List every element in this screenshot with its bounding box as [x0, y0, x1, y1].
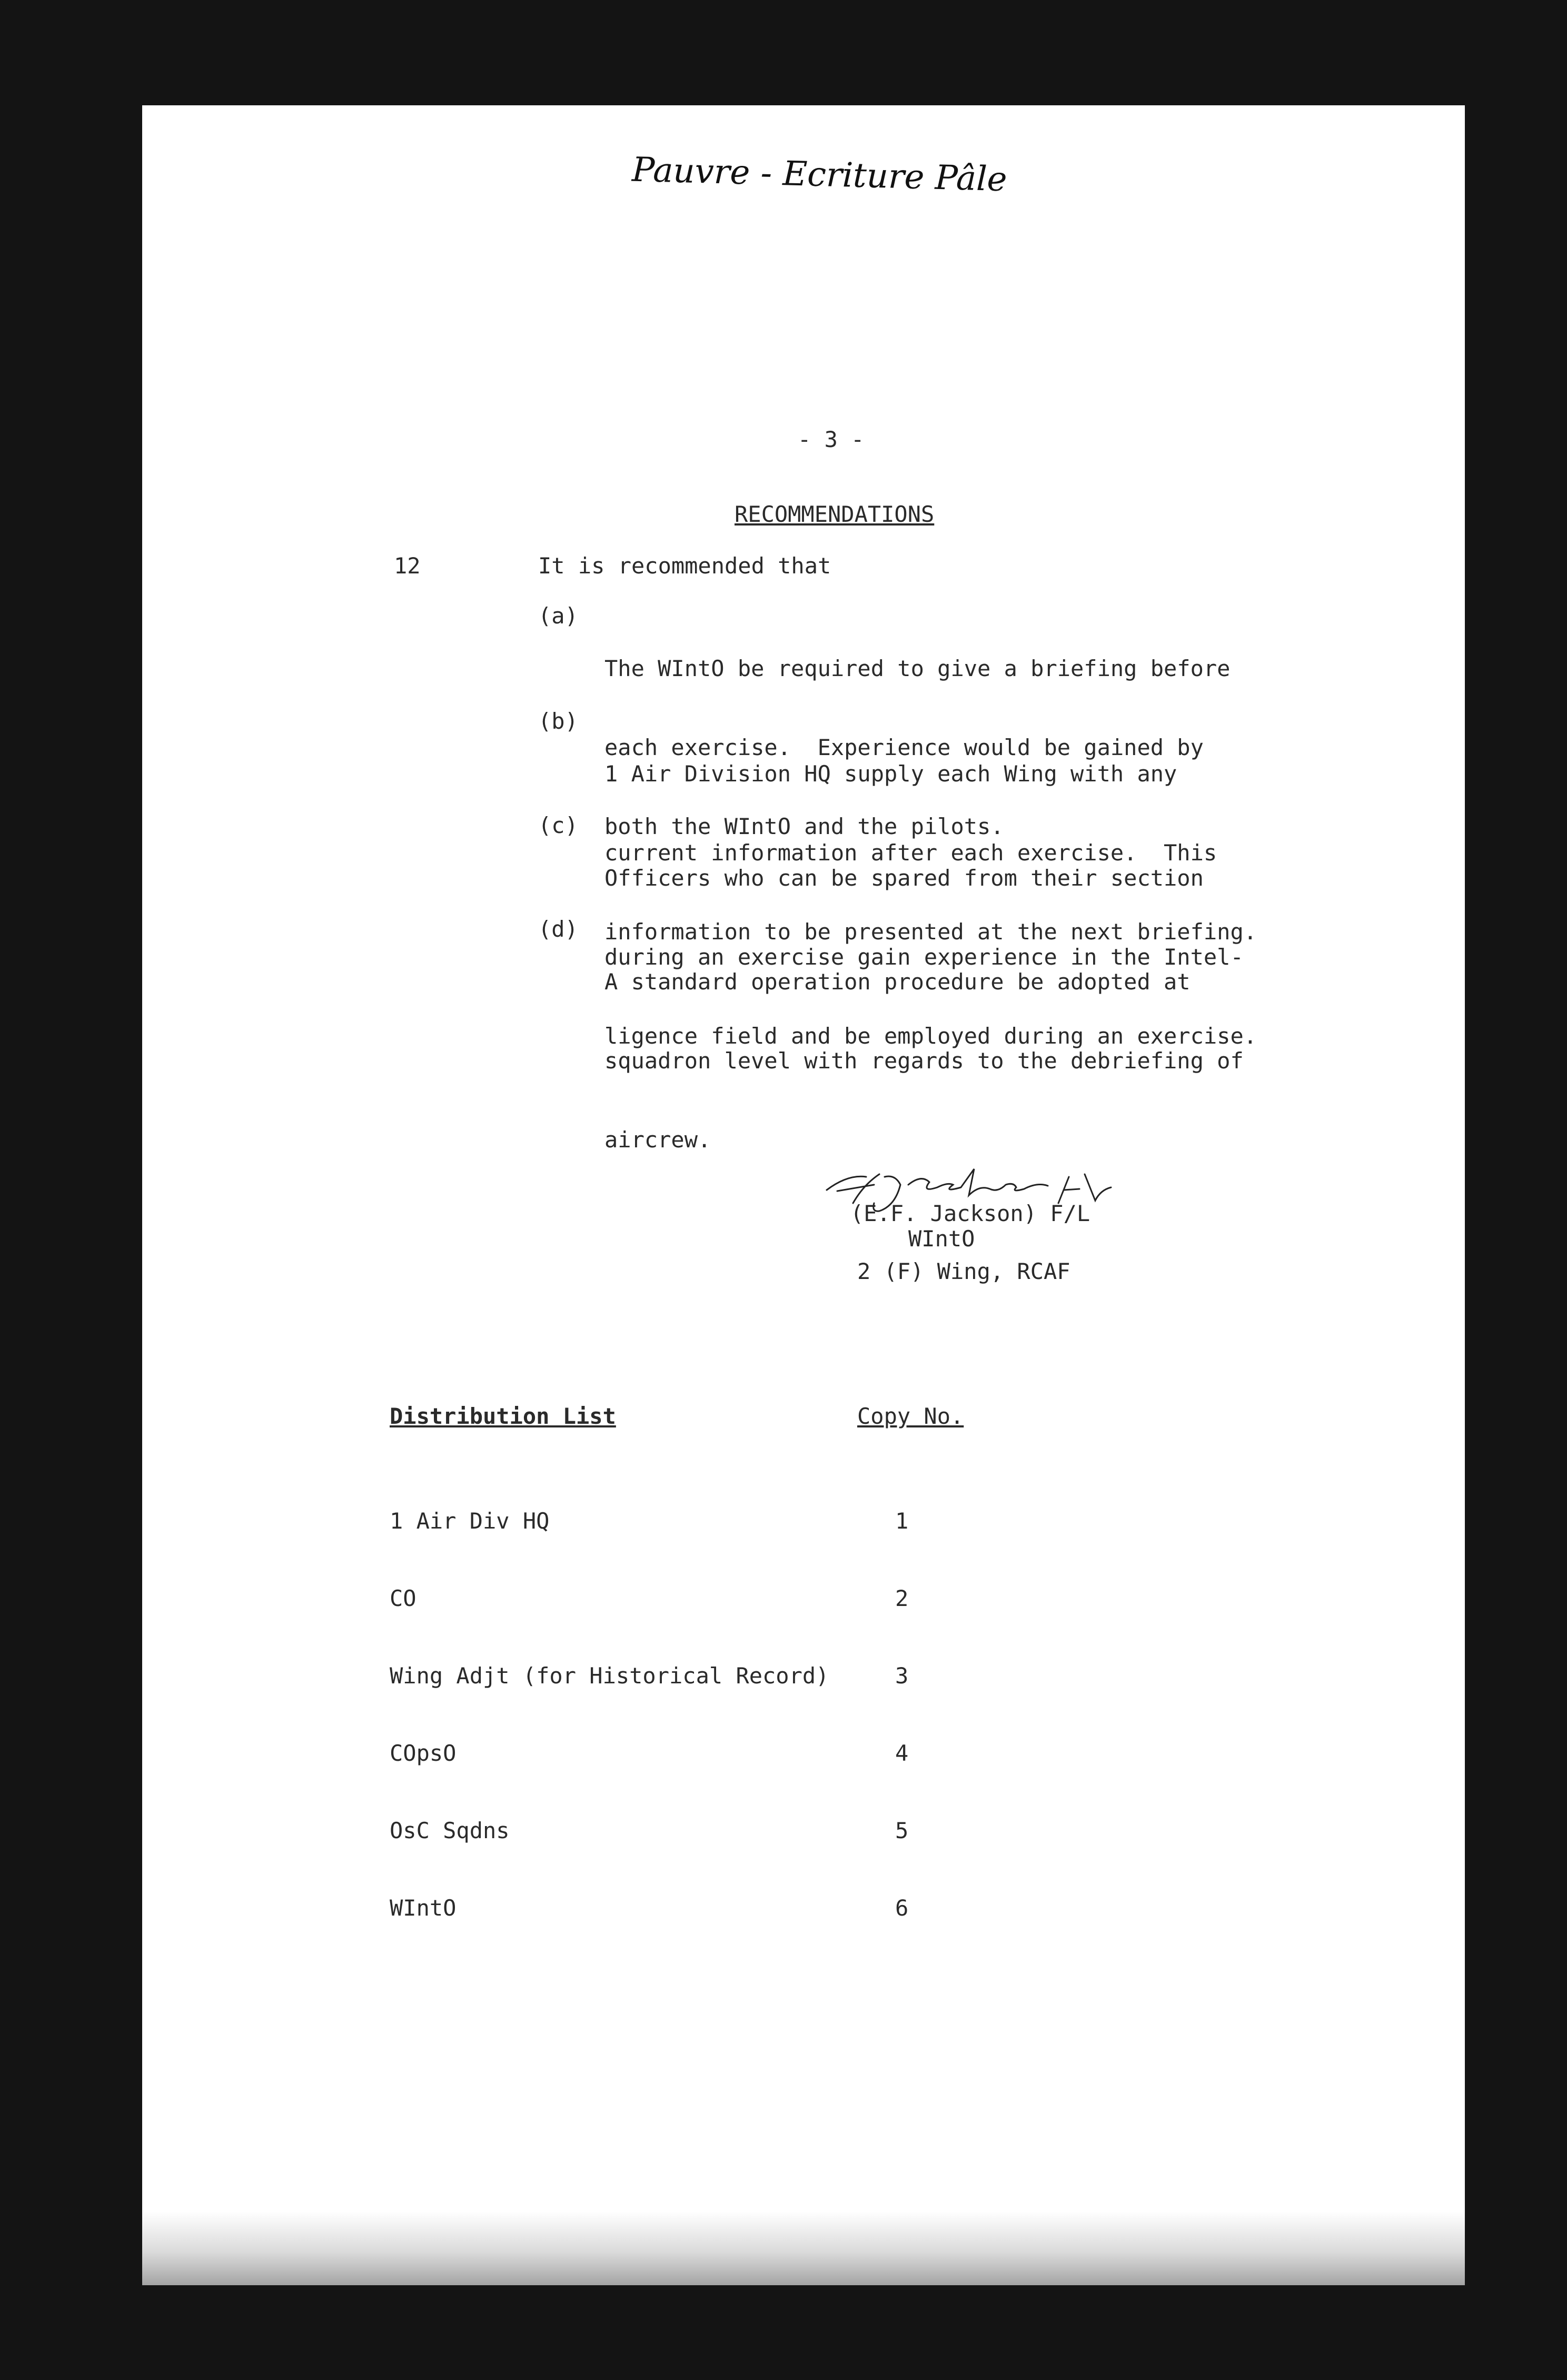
distribution-recipient: WIntO: [390, 1895, 457, 1921]
recommendation-line: A standard operation procedure be adopted at: [604, 969, 1191, 995]
document-page: [142, 105, 1465, 2285]
copy-number: 1: [895, 1508, 909, 1534]
distribution-copy-numbers: [895, 1456, 975, 1973]
handwritten-note: Pauvre - Ecriture Pâle: [631, 150, 1008, 200]
copy-number: 2: [895, 1585, 909, 1611]
signatory-name: (E.F. Jackson) F/L: [850, 1201, 1090, 1226]
recommendation-line: The WIntO be required to give a briefing before: [604, 656, 1231, 681]
page-number: - 3 -: [798, 427, 865, 452]
recommendation-b-letter: (b): [538, 708, 578, 734]
distribution-recipient: CO: [390, 1585, 416, 1611]
copy-number: 4: [895, 1740, 909, 1766]
signatory-unit: 2 (F) Wing, RCAF: [857, 1258, 1070, 1284]
signatory-title: WIntO: [908, 1226, 975, 1252]
recommendation-d-letter: (d): [538, 916, 578, 942]
paragraph-number: 12: [394, 553, 421, 579]
distribution-recipient: COpsO: [390, 1740, 457, 1766]
scan-shadow: [142, 2212, 1465, 2285]
copy-number: 5: [895, 1818, 909, 1843]
recommendation-line: squadron level with regards to the debriefing of: [604, 1048, 1244, 1074]
paragraph-intro: It is recommended that: [538, 553, 831, 579]
recommendation-line: each exercise. Experience would be gained by: [604, 735, 1204, 760]
recommendation-line: both the WIntO and the pilots.: [604, 814, 1004, 839]
section-heading: RECOMMENDATIONS: [735, 501, 935, 527]
distribution-recipient: 1 Air Div HQ: [390, 1508, 550, 1534]
copy-number: 3: [895, 1663, 909, 1689]
recommendation-line: current information after each exercise. This: [604, 840, 1217, 866]
recommendation-line: information to be presented at the next briefing.: [604, 919, 1257, 945]
distribution-recipients: [390, 1456, 829, 1973]
recommendation-line: Officers who can be spared from their section: [604, 865, 1204, 891]
distribution-recipient: Wing Adjt (for Historical Record): [390, 1663, 829, 1689]
recommendation-line: during an exercise gain experience in the Intel-: [604, 944, 1244, 970]
distribution-list-header: Distribution List: [390, 1403, 616, 1429]
recommendation-line: aircrew.: [604, 1127, 711, 1153]
recommendation-line: 1 Air Division HQ supply each Wing with any: [604, 761, 1177, 787]
copy-number-header: Copy No.: [857, 1403, 964, 1429]
recommendation-c-letter: (c): [538, 812, 578, 838]
recommendation-a-letter: (a): [538, 603, 578, 629]
copy-number: 6: [895, 1895, 909, 1921]
recommendation-line: ligence field and be employed during an exercise.: [604, 1023, 1257, 1049]
distribution-recipient: OsC Sqdns: [390, 1818, 510, 1843]
